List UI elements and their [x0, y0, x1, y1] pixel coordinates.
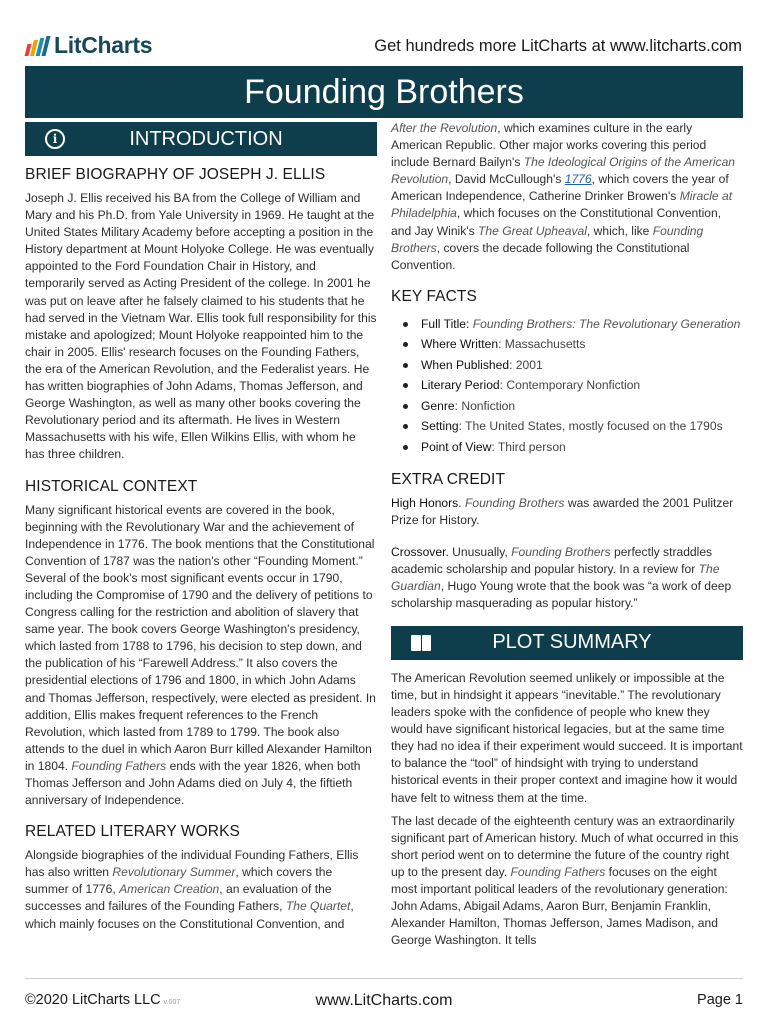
- footer: [25, 992, 743, 1012]
- footer-site-link[interactable]: www.LitCharts.com: [315, 992, 453, 1009]
- version-label: v.007: [163, 999, 181, 1006]
- plot-summary-p2: The last decade of the eighteenth century was an extraordinarily significant part of American history. Much of what occurred in this short period went on to determine the future of the country right up to the present day. Founding Fathers focuses on the eight most important political leaders of the revolutionary generation: John Adams, Abigail Adams, Aaron Burr, Benjamin Franklin, Alexander Hamilton, Thomas Jefferson, James Madison, and George Washington. It tells: [391, 813, 739, 948]
- related-works-text-part2: After the Revolution, which examines culture in the early American Republic. Other major works covering this period include Bernard Bailyn's The Ideological Origins of the American Revolution, David McCullough's 1776, which covers the year of American Independence, Catherine Drinker Browen's Miracle at Philadelphia, which focuses on the Constitutional Convention, and Jay Winik's The Great Upheaval, which, like Founding Brothers, covers the decade following the Constitutional Convention.: [391, 121, 736, 272]
- list-item: When Published: 2001: [391, 355, 743, 376]
- extra-credit-heading: EXTRA CREDIT: [391, 471, 506, 489]
- key-facts-heading: KEY FACTS: [391, 287, 477, 305]
- list-item: Point of View: Third person: [391, 437, 743, 458]
- right-column: [391, 120, 743, 949]
- plot-summary-header: [391, 626, 743, 660]
- left-column: [25, 122, 377, 933]
- crossover-text: Crossover. Unusually, Founding Brothers perfectly straddles academic scholarship and popular history. In a review for The Guardian, Hugo Young wrote that the book was “a work of deep scholarship masquerading as popular history.”: [391, 544, 732, 610]
- list-item: Where Written: Massachusetts: [391, 334, 743, 355]
- bio-text: Joseph J. Ellis received his BA from the College of William and Mary and his Ph.D. from Yale University in 1969. He taught at the United States Military Academy before accepting a position in the History department at Mount Holyoke College. He was eventually appointed to the Ford Foundation Chair in History, and temporarily served as Acting President of the college. In 2001 he was put on leave after he falsely claimed to his students that he had served in the Vietnam War. Ellis took full responsibility for this mistake and apologized; Mount Holyoke reappointed him to the chair in 2005. Ellis' research focuses on the Founding Fathers, the era of the American Revolution, and the Federalist years. He has written biographies of John Adams, Thomas Jefferson, and George Washington, as well as many other books covering the Revolutionary period and its aftermath. He lives in Western Massachusetts with his wife, Ellen Wilkins Ellis, with whom he has three children.: [25, 191, 377, 462]
- list-item: Genre: Nonfiction: [391, 396, 743, 417]
- plot-summary-p1: The American Revolution seemed unlikely or impossible at the time, but in hindsight it appears “inevitable.” The revolutionary leaders spoke with the confidence of people who knew they would have significant historical legacies, but at the same time they had no idea if their experiment would succeed. It is important to balance the “tool” of hindsight with trying to understand historical events in their proper context and imagine how it would have felt to witness them at the time.: [391, 670, 743, 805]
- book-1776-link[interactable]: 1776: [564, 172, 592, 187]
- plot-summary-title: PLOT SUMMARY: [492, 631, 652, 654]
- historical-context-heading: HISTORICAL CONTEXT: [25, 477, 198, 495]
- list-item: Full Title: Founding Brothers: The Revolutionary Generation: [391, 314, 743, 335]
- info-icon: i: [45, 129, 65, 149]
- logo-bars-icon: [26, 36, 48, 56]
- introduction-header: [25, 122, 377, 156]
- litcharts-logo[interactable]: [26, 32, 152, 59]
- related-works-heading: RELATED LITERARY WORKS: [25, 823, 240, 841]
- footer-divider: [25, 978, 743, 979]
- logo-text: LitCharts: [54, 32, 153, 58]
- bio-heading: BRIEF BIOGRAPHY OF JOSEPH J. ELLIS: [25, 166, 326, 183]
- copyright: ©2020 LitCharts LLC v.007: [25, 992, 181, 1008]
- historical-context-text: Many significant historical events are covered in the book, beginning with the Revolutionary War and the achievement of Independence in 1776. The book mentions that the Constitutional Convention of 1787 was the nation's other “Founding Moment.” Several of the book's most significant events occur in 1790, including the Compromise of 1790 and the delivery of petitions to Congress calling for the restriction and abolition of slavery that same year. The book covers George Washington's presidency, which lasted from 1788 to 1796, his decision to step down, and the publication of his “Farewell Address.” It also covers the presidential elections of 1796 and 1800, in which John Adams and Thomas Jefferson, respectively, were elected as president. In addition, Ellis makes frequent references to the French Revolution, which lasted from 1789 to 1799. The book also attends to the duel in which Aaron Burr killed Alexander Hamilton in 1804. Founding Fathers ends with the year 1826, when both Thomas Jefferson and John Adams died on July 4, the fiftieth anniversary of Independence.: [25, 502, 376, 808]
- high-honors-text: High Honors. Founding Brothers was awarded the 2001 Pulitzer Prize for History.: [391, 496, 734, 528]
- page-number: Page 1: [697, 992, 743, 1008]
- introduction-title: INTRODUCTION: [129, 127, 283, 150]
- key-facts-list: [391, 314, 743, 458]
- related-works-text-part1: Alongside biographies of the individual Founding Fathers, Ellis has also written Revolutionary Summer, which covers the summer of 1776, American Creation, an evaluation of the successes and failures of the Founding Fathers, The Quartet, which mainly focuses on the Constitutional Convention, and: [25, 848, 359, 931]
- book-icon: [411, 635, 431, 651]
- top-bar: [0, 0, 768, 62]
- book-title: Founding Brothers: [25, 66, 743, 118]
- list-item: Setting: The United States, mostly focused on the 1790s: [391, 416, 743, 437]
- list-item: Literary Period: Contemporary Nonfiction: [391, 375, 743, 396]
- promo-text[interactable]: Get hundreds more LitCharts at www.litcharts.com: [374, 37, 742, 55]
